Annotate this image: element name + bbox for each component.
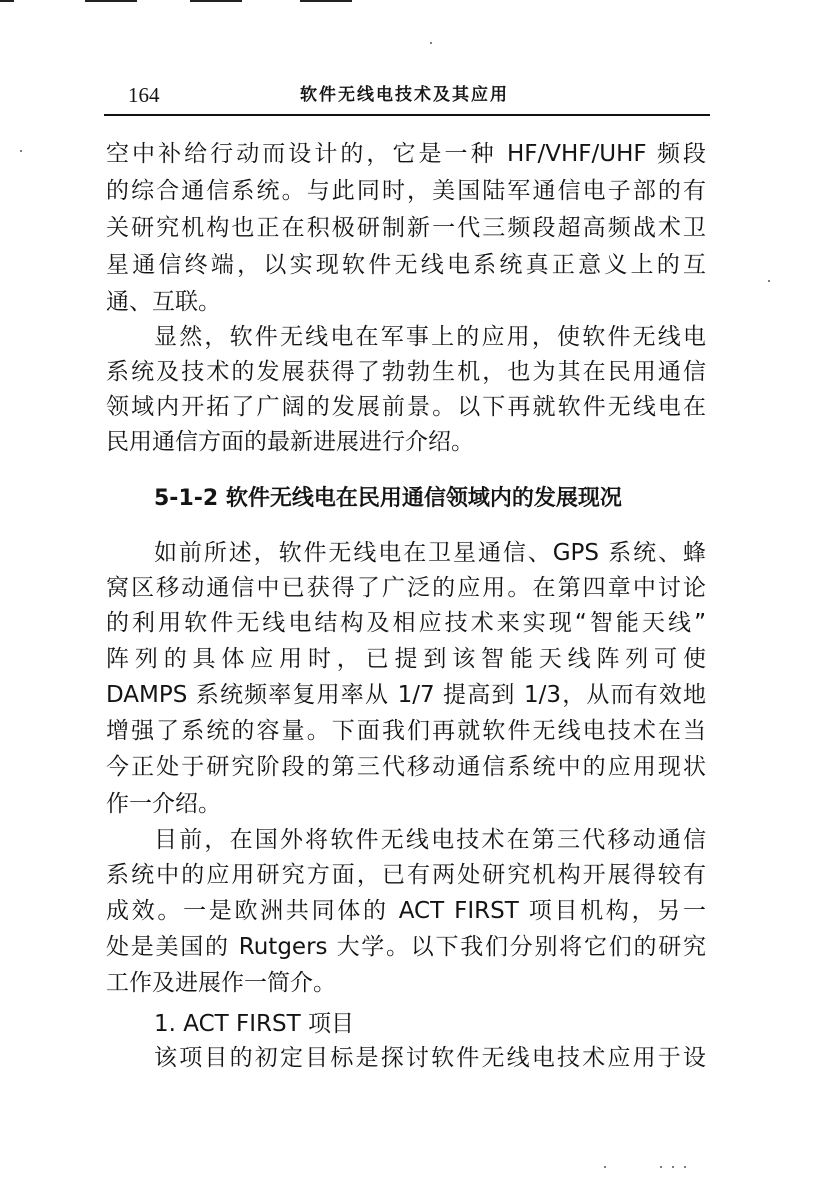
scan-speck (672, 1166, 674, 1168)
text-line: 民用通信方面的最新进展进行介绍。 (106, 429, 474, 455)
text-line: 目前，在国外将软件无线电技术在第三代移动通信 (154, 827, 706, 853)
text-line: 关研究机构也正在积极研制新一代三频段超高频战术卫 (106, 215, 706, 241)
section-heading: 5-1-2 软件无线电在民用通信领域内的发展现况 (154, 486, 622, 511)
text-line: 窝区移动通信中已获得了广泛的应用。在第四章中讨论 (106, 575, 706, 601)
running-head-title: 软件无线电技术及其应用 (300, 85, 509, 105)
text-line: 系统中的应用研究方面，已有两处研究机构开展得较有 (106, 862, 706, 888)
text-line: 作一介绍。 (106, 791, 221, 817)
text-line: 通、互联。 (106, 289, 221, 315)
scan-mark (190, 0, 242, 2)
list-item-heading: 1. ACT FIRST 项目 (154, 1011, 354, 1037)
page-number: 164 (128, 83, 160, 107)
text-line: 今正处于研究阶段的第三代移动通信系统中的应用现状 (106, 754, 706, 780)
scan-speck (604, 1166, 606, 1168)
text-line: 的综合通信系统。与此同时，美国陆军通信电子部的有 (106, 178, 706, 204)
scan-speck (684, 1166, 686, 1168)
scan-speck (20, 150, 22, 152)
scan-speck (430, 42, 432, 44)
text-line: 该项目的初定目标是探讨软件无线电技术应用于设 (154, 1045, 706, 1071)
text-line: 领域内开拓了广阔的发展前景。以下再就软件无线电在 (106, 394, 706, 420)
text-line: 如前所述，软件无线电在卫星通信、GPS 系统、蜂 (154, 540, 706, 566)
text-line: 工作及进展作一简介。 (106, 970, 336, 996)
text-line: 增强了系统的容量。下面我们再就软件无线电技术在当 (106, 718, 706, 744)
text-line: 系统及技术的发展获得了勃勃生机，也为其在民用通信 (106, 359, 706, 385)
scan-speck (660, 1166, 662, 1168)
scan-speck (768, 280, 770, 282)
text-line: 阵列的具体应用时，已提到该智能天线阵列可使 (106, 646, 706, 672)
scan-mark (300, 0, 352, 2)
text-line: 处是美国的 Rutgers 大学。以下我们分别将它们的研究 (106, 934, 706, 960)
scan-mark (85, 0, 137, 2)
text-line: 星通信终端，以实现软件无线电系统真正意义上的互 (106, 252, 706, 278)
header-rule (104, 114, 710, 116)
text-line: 空中补给行动而设计的，它是一种 HF/VHF/UHF 频段 (106, 141, 706, 167)
text-line: 成效。一是欧洲共同体的 ACT FIRST 项目机构，另一 (106, 898, 706, 924)
text-line: 显然，软件无线电在军事上的应用，使软件无线电 (154, 324, 706, 350)
text-line: 的利用软件无线电结构及相应技术来实现“智能天线” (106, 610, 706, 636)
text-line: DAMPS 系统频率复用率从 1/7 提高到 1/3，从而有效地 (106, 682, 706, 708)
scan-mark (0, 0, 14, 2)
